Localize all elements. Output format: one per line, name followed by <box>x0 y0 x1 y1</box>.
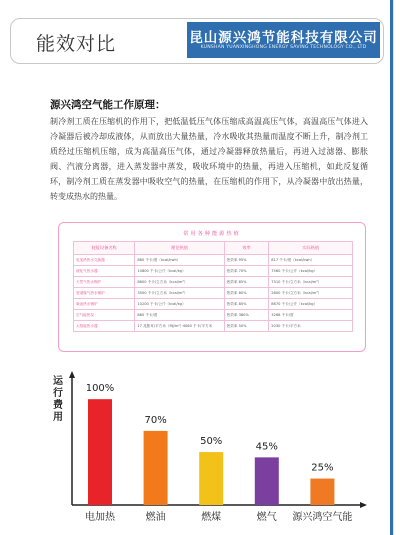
table-cell: 3500 千卡/立方米（kcal/m³） <box>135 288 224 299</box>
table-row <box>74 299 353 310</box>
table-header-cell: 理论热值 <box>135 242 224 255</box>
table-cell: 热效率 85% <box>224 277 269 288</box>
brand-banner <box>187 22 380 58</box>
page-title: 能效对比 <box>36 33 117 55</box>
principle-paragraph: 制冷剂工质在压缩机的作用下，把低温低压气体压缩成高温高压气体，高温高压气体进入冷凝器后被冷却成液体，从而放出大量热量，冷水吸收其热量而温度不断上升，制冷剂工质经过压缩机压缩，成为高温高压气体，通过冷凝器释放热量后，再进入过滤器、膨胀阀、汽液分离器，进入蒸发器中蒸发，吸收环境中的热量，再进入压缩机，如此反复循环，制冷剂工质在蒸发器中吸收空气的热量，在压缩机的作用下，从冷凝器中放出热量，转变成热水的热量。 <box>50 117 368 201</box>
table-cell: 3268 千卡/度 <box>269 310 353 321</box>
bar <box>199 452 223 505</box>
table-cell: 热效率 380% <box>224 310 269 321</box>
bar-value-label: 100% <box>85 383 115 395</box>
table-row <box>74 277 353 288</box>
table-title: 常用各种能源热值 <box>183 231 241 237</box>
category-label: 燃油 <box>145 512 166 523</box>
table-cell: 2030 千卡/平方米 <box>269 321 353 332</box>
energy-value-table-card <box>58 222 366 352</box>
table-cell: 860 千卡/度（kcal/kwh） <box>135 255 224 266</box>
table-cell: 电加热热水交换器 <box>74 255 135 266</box>
bar-value-label: 50% <box>200 436 223 448</box>
category-label: 源兴鸿空气能 <box>292 512 353 523</box>
section-heading: 源兴鸿空气能工作原理： <box>50 99 166 111</box>
category-label: 电加热 <box>85 512 115 523</box>
table-cell: 2800 千卡/立方米（kcal/m³） <box>269 288 353 299</box>
brand-name-cn: 昆山源兴鸿节能科技有限公司 <box>189 30 378 46</box>
y-axis-label-char: 行 <box>53 388 63 399</box>
table-cell: 液化气热水器 <box>74 266 135 277</box>
bar-value-label: 70% <box>144 414 167 426</box>
table-cell: 10200 千卡/公斤（kcal/kg） <box>135 299 224 310</box>
table-cell: 817 千卡/度（kcal/kwh） <box>269 255 353 266</box>
table-header-cell: 耗能设备名称 <box>74 242 135 255</box>
running-cost-chart <box>50 370 370 530</box>
bar <box>255 457 279 505</box>
bar <box>144 431 168 505</box>
table-cell: 热效率 80% <box>224 288 269 299</box>
bar-value-label: 25% <box>311 462 334 474</box>
table-cell: 空气能热泵 <box>74 310 135 321</box>
table-header-cell: 效率 <box>224 242 269 255</box>
table-cell: 热效率 85% <box>224 299 269 310</box>
bar-value-label: 45% <box>255 441 278 453</box>
table-header-row <box>74 242 353 255</box>
table-row <box>74 310 353 321</box>
table-cell: 8600 千卡/立方米（kcal/m³） <box>135 277 224 288</box>
table-row <box>74 288 353 299</box>
table-cell: 860 千卡/度 <box>135 310 224 321</box>
x-axis-arrow <box>360 502 367 508</box>
brand-name-en: KUNSHAN YUANXINGHONG ENERGY SAVING TECHNOLOGY CO., LTD <box>200 45 367 50</box>
table-cell: 天然气热水锅炉 <box>74 277 135 288</box>
table-cell: 热效率 95% <box>224 255 269 266</box>
table-row <box>74 255 353 266</box>
y-axis-label-char: 费 <box>53 400 63 411</box>
y-axis-label-char: 用 <box>53 412 63 423</box>
table-cell: 管道煤气热水锅炉 <box>74 288 135 299</box>
category-label: 燃气 <box>256 512 277 523</box>
table-cell: 7310 千卡/立方米（kcal/m³） <box>269 277 353 288</box>
table-header-cell: 实际热值 <box>269 242 353 255</box>
table-cell: 热效率 70% <box>224 266 269 277</box>
table-cell: 7560 千卡/公斤（kcal/kg） <box>269 266 353 277</box>
table-row <box>74 266 353 277</box>
table-cell: 8670 千卡/公斤（kcal/kg） <box>269 299 353 310</box>
right-accent-stripe <box>390 0 393 535</box>
bar <box>310 479 334 505</box>
bar <box>88 399 112 505</box>
y-axis-label-char: 运 <box>53 376 63 387</box>
table-row <box>74 321 353 332</box>
table-cell: 17 兆焦耳/平方米（MJ/m²）·4060 千卡/平方米 <box>135 321 224 332</box>
table-cell: 10800 千卡/公斤（kcal/kg） <box>135 266 224 277</box>
table-cell: 柴油热水锅炉 <box>74 299 135 310</box>
y-axis-arrow <box>69 371 75 378</box>
table-cell: 太阳能热水器 <box>74 321 135 332</box>
table-cell: 热效率 50% <box>224 321 269 332</box>
category-label: 燃煤 <box>201 512 222 523</box>
energy-value-table <box>73 241 353 332</box>
